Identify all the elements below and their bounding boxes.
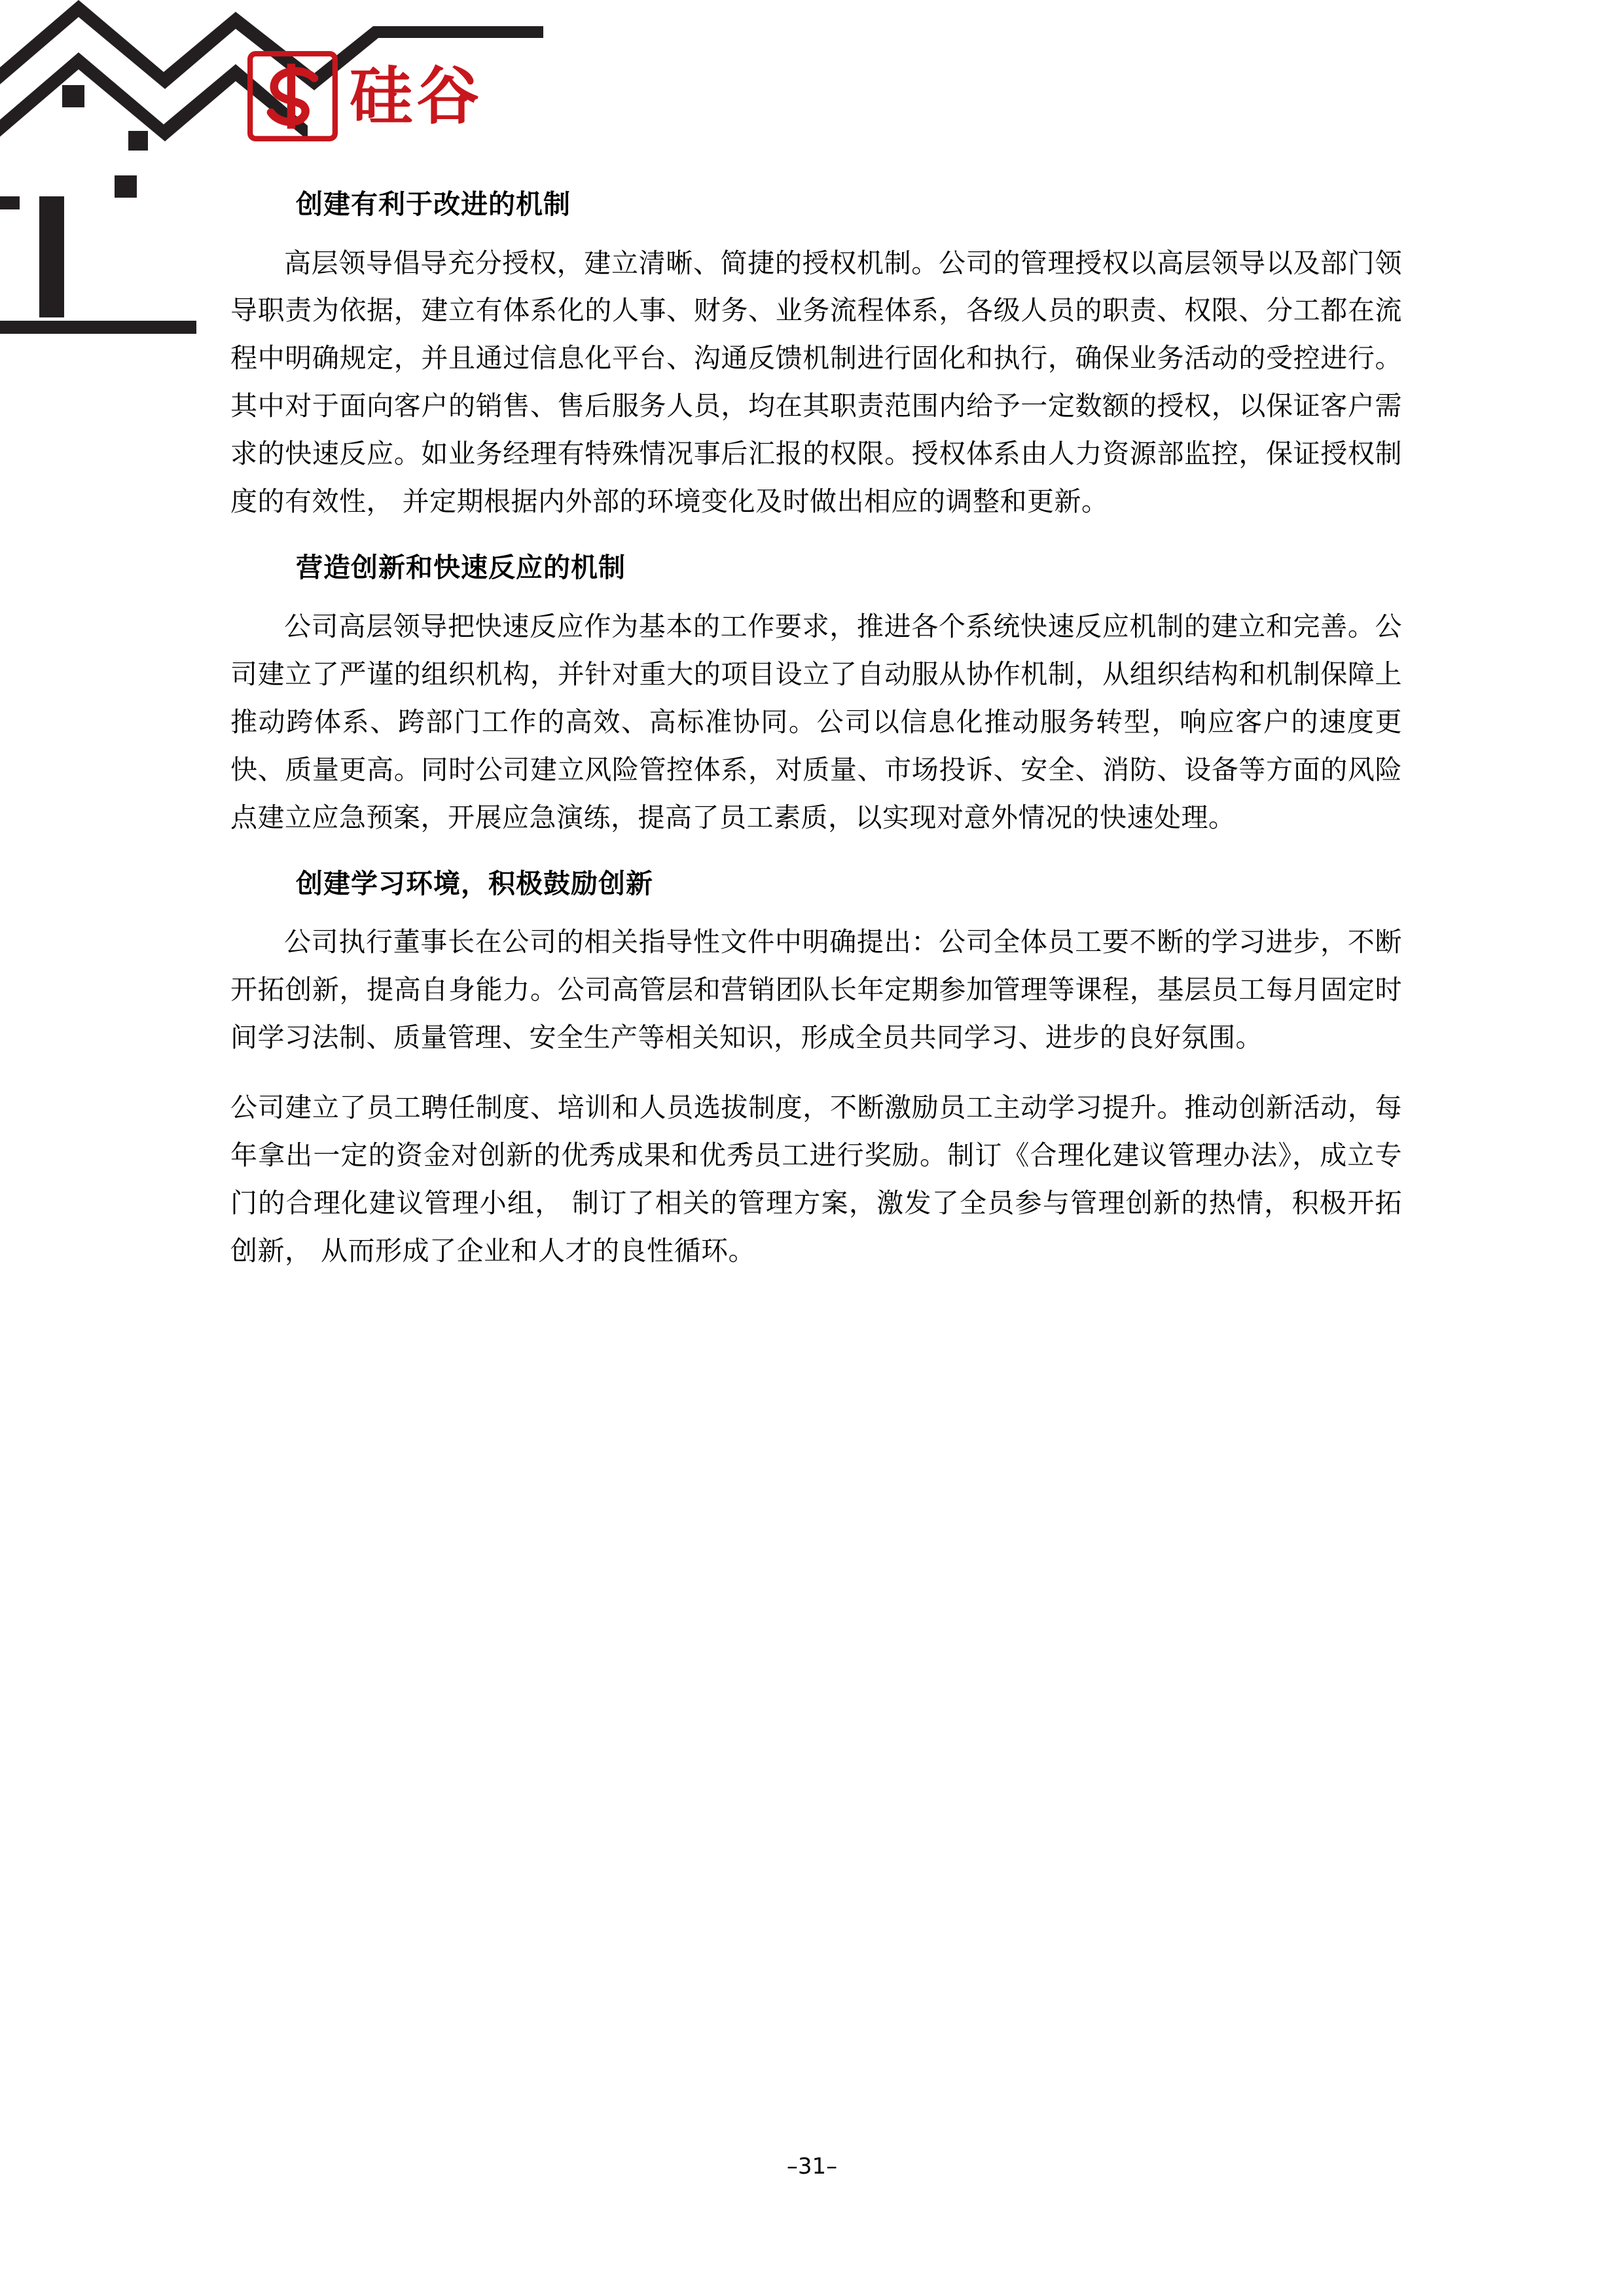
section-2-paragraph-1: 公司高层领导把快速反应作为基本的工作要求，推进各个系统快速反应机制的建立和完善。公司建立了严谨的组织机构，并针对重大的项目设立了自动服从协作机制，从组织结构和机制保障上推动跨体系、跨部门工作的高效、高标准协同。公司以信息化推动服务转型，响应客户的速度更快、质量更高。同时公司建立风险管控体系，对质量、市场投诉、安全、消防、设备等方面的风险点建立应急预案，开展应急演练，提高了员工素质，以实现对意外情况的快速处理。 — [230, 610, 1402, 833]
page-number: –31– — [786, 2153, 838, 2179]
section-heading-2: 营造创新和快速反应的机制 — [296, 552, 626, 584]
silicon-valley-s-logo — [247, 51, 338, 141]
section-1-paragraph-1: 高层领导倡导充分授权，建立清晰、简捷的授权机制。公司的管理授权以高层领导以及部门领导职责为依据，建立有体系化的人事、财务、业务流程体系，各级人员的职责、权限、分工都在流程中明确规定，并且通过信息化平台、沟通反馈机制进行固化和执行，确保业务活动的受控进行。其中对于面向客户的销售、售后服务人员，均在其职责范围内给予一定数额的授权，以保证客户需求的快速反应。如业务经理有特殊情况事后汇报的权限。授权体系由人力资源部监控，保证授权制度的有效性， 并定期根据内外部的环境变化及时做出相应的调整和更新。 — [230, 247, 1402, 518]
document-content — [230, 185, 1402, 1297]
section-heading-3: 创建学习环境，积极鼓励创新 — [296, 867, 653, 899]
section-heading-1: 创建有利于改进的机制 — [296, 188, 571, 220]
section-3-paragraph-1: 公司执行董事长在公司的相关指导性文件中明确提出：公司全体员工要不断的学习进步，不断开拓创新，提高自身能力。公司高管层和营销团队长年定期参加管理等课程，基层员工每月固定时间学习法制、质量管理、安全生产等相关知识，形成全员共同学习、进步的良好氛围。 — [230, 926, 1402, 1054]
section-3-paragraph-2: 公司建立了员工聘任制度、培训和人员选拔制度，不断激励员工主动学习提升。推动创新活动，每年拿出一定的资金对创新的优秀成果和优秀员工进行奖励。制订《合理化建议管理办法》，成立专门的合理化建议管理小组， 制订了相关的管理方案，激发了全员参与管理创新的热情，积极开拓创新， 从而形成了企业和人才的良性循环。 — [230, 1092, 1402, 1266]
brand-logo-text: 硅谷 — [350, 60, 483, 133]
brand-logo — [247, 51, 483, 141]
